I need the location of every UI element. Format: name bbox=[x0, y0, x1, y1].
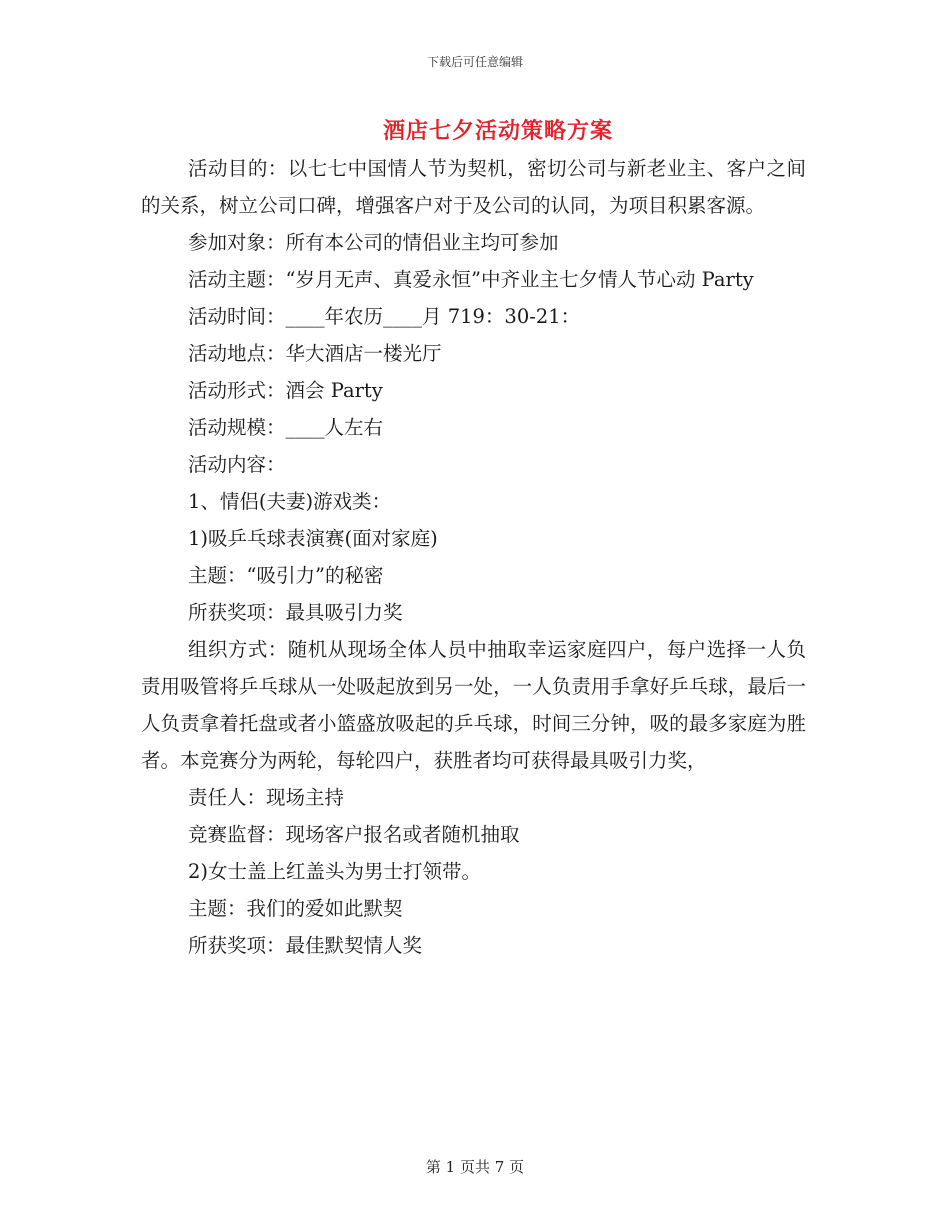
paragraph-time: 活动时间：____年农历____月 719：30-21： bbox=[188, 305, 581, 328]
paragraph-scale: 活动规模：____人左右 bbox=[188, 416, 384, 439]
paragraph-necktie-award: 所获奖项：最佳默契情人奖 bbox=[188, 934, 423, 957]
document-title: 酒店七夕活动策略方案 bbox=[382, 118, 613, 144]
section-heading-couple-games: 1、情侣(夫妻)游戏类： bbox=[188, 490, 392, 513]
paragraph-participants: 参加对象：所有本公司的情侣业主均可参加 bbox=[188, 231, 559, 254]
paragraph-format: 活动形式：酒会 Party bbox=[188, 379, 383, 402]
paragraph-pingpong-responsible: 责任人：现场主持 bbox=[188, 786, 345, 809]
header-note: 下载后可任意编辑 bbox=[426, 55, 523, 69]
paragraph-pingpong-organization: 组织方式：随机从现场全体人员中抽取幸运家庭四户，每户选择一人负责用吸管将乒乓球从一处吸起放到另一处，一人负责用手拿好乒乓球，最后一人负责拿着托盘或者小篮盛放吸起的乒乓球，时间三分钟，吸的最多家庭为胜者。本竞赛分为两轮，每轮四户，获胜者均可获得最具吸引力奖， bbox=[141, 638, 806, 772]
document-body bbox=[141, 150, 806, 964]
paragraph-location: 活动地点：华大酒店一楼光厅 bbox=[188, 342, 442, 365]
paragraph-pingpong-supervision: 竞赛监督：现场客户报名或者随机抽取 bbox=[188, 823, 520, 846]
paragraph-pingpong-award: 所获奖项：最具吸引力奖 bbox=[188, 601, 403, 624]
paragraph-theme: 活动主题：“岁月无声、真爱永恒”中齐业主七夕情人节心动 Party bbox=[188, 268, 754, 291]
subsection-pingpong: 1)吸乒乓球表演赛(面对家庭) bbox=[188, 527, 438, 550]
page-footer: 第 1 页共 7 页 bbox=[425, 1158, 525, 1176]
subsection-necktie: 2)女士盖上红盖头为男士打领带。 bbox=[188, 860, 482, 883]
paragraph-purpose: 活动目的：以七七中国情人节为契机，密切公司与新老业主、客户之间的关系，树立公司口碑，增强客户对于及公司的认同，为项目积累客源。 bbox=[141, 157, 806, 217]
paragraph-content-heading: 活动内容： bbox=[188, 453, 286, 476]
paragraph-necktie-theme: 主题：我们的爱如此默契 bbox=[188, 897, 403, 920]
paragraph-pingpong-theme: 主题：“吸引力”的秘密 bbox=[188, 564, 384, 587]
